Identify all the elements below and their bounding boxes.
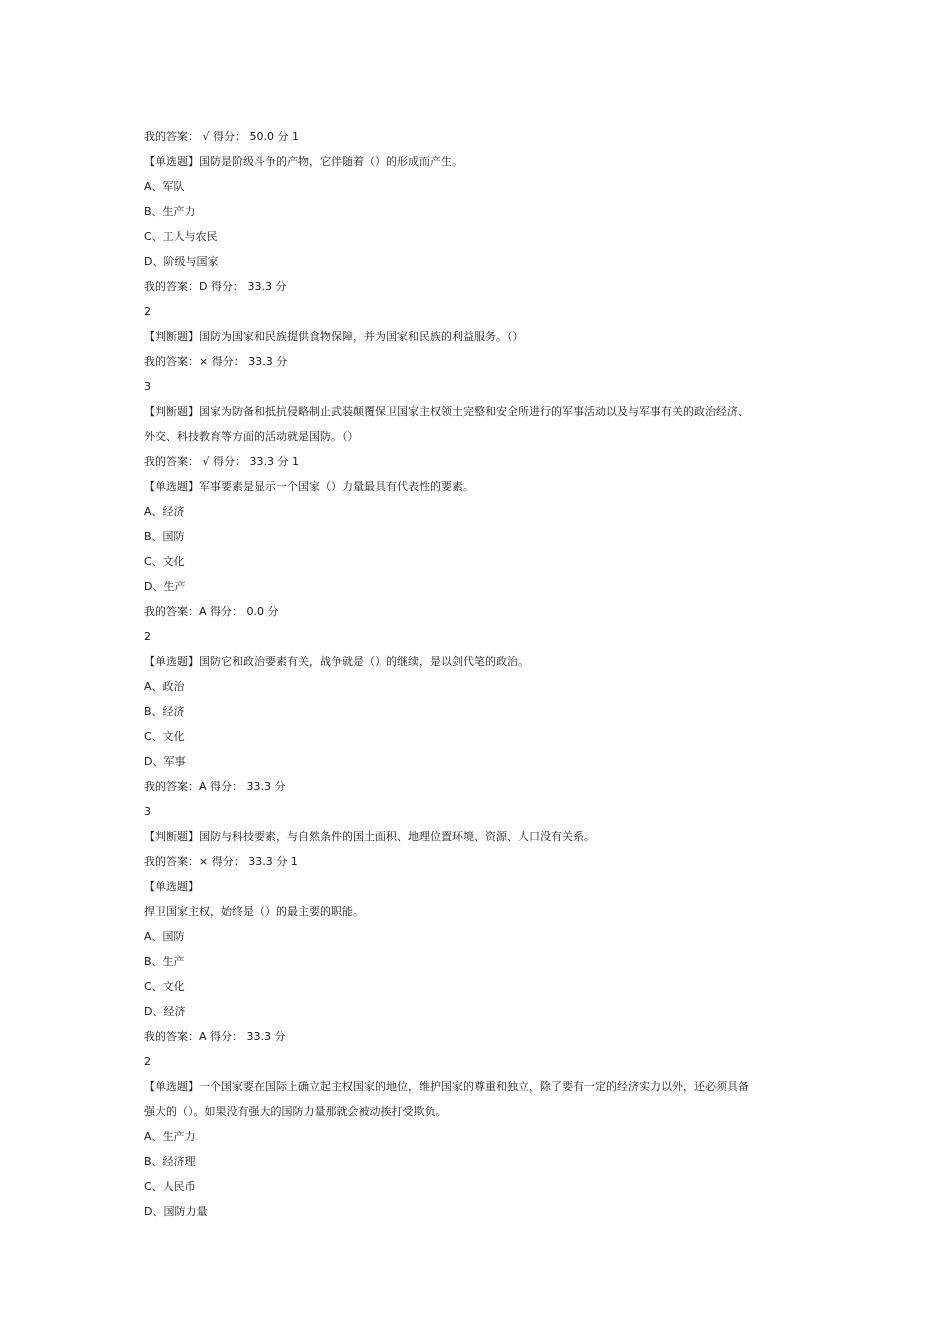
text-line: 2 (144, 630, 151, 643)
text-line: B、国防 (144, 530, 185, 543)
text-line: 外交、科技教育等方面的活动就是国防。（） (144, 430, 359, 443)
text-line: 【单选题】 (144, 880, 199, 893)
text-line: B、经济 (144, 705, 185, 718)
text-line: C、人民币 (144, 1180, 196, 1193)
document-body (144, 124, 824, 1224)
text-line: A、政治 (144, 680, 185, 693)
text-line: 我的答案：D 得分： 33.3 分 (144, 280, 287, 293)
text-line: 3 (144, 805, 151, 818)
text-line: A、生产力 (144, 1130, 196, 1143)
text-line: 我的答案：× 得分： 33.3 分 1 (144, 855, 298, 868)
text-line: 【判断题】国家为防备和抵抗侵略制止武装颠覆保卫国家主权领土完整和安全所进行的军事活动以及与军事有关的政治经济、 (144, 405, 749, 418)
text-line: 我的答案：A 得分： 33.3 分 (144, 780, 286, 793)
text-line: D、经济 (144, 1005, 186, 1018)
text-line: 【单选题】军事要素是显示一个国家（）力量最具有代表性的要素。 (144, 480, 474, 493)
text-line: C、文化 (144, 555, 185, 568)
text-line: 2 (144, 305, 151, 318)
text-line: C、文化 (144, 980, 185, 993)
text-line: 2 (144, 1055, 151, 1068)
text-line: B、经济理 (144, 1155, 196, 1168)
text-line: 【单选题】国防它和政治要素有关，战争就是（）的继续，是以剑代笔的政治。 (144, 655, 529, 668)
text-line: A、军队 (144, 180, 185, 193)
text-line: A、经济 (144, 505, 185, 518)
text-line: B、生产力 (144, 205, 196, 218)
text-line: 我的答案：× 得分： 33.3 分 (144, 355, 288, 368)
text-line: 【单选题】国防是阶级斗争的产物，它伴随着（）的形成而产生。 (144, 155, 463, 168)
text-line: 我的答案：A 得分： 33.3 分 (144, 1030, 286, 1043)
text-line: A、国防 (144, 930, 185, 943)
text-line: 【判断题】国防为国家和民族提供食物保障，并为国家和民族的利益服务。（） (144, 330, 524, 343)
text-line: 我的答案： √ 得分： 50.0 分 1 (144, 130, 299, 143)
text-line: 【单选题】一个国家要在国际上确立起主权国家的地位，维护国家的尊重和独立，除了要有一定的经济实力以外，还必须具备 (144, 1080, 749, 1093)
text-line: C、文化 (144, 730, 185, 743)
text-line: 捍卫国家主权，始终是（）的最主要的职能。 (144, 905, 364, 918)
text-line: D、生产 (144, 580, 186, 593)
text-line: D、阶级与国家 (144, 255, 219, 268)
text-line: 【判断题】国防与科技要素，与自然条件的国土面积、地理位置环境、资源、人口没有关系。 (144, 830, 595, 843)
text-line: B、生产 (144, 955, 185, 968)
text-line: 强大的（）。如果没有强大的国防力量那就会被动挨打受欺负。 (144, 1105, 447, 1118)
text-line: C、工人与农民 (144, 230, 218, 243)
text-line: 我的答案：A 得分： 0.0 分 (144, 605, 279, 618)
text-line: 我的答案： √ 得分： 33.3 分 1 (144, 455, 299, 468)
text-line: D、军事 (144, 755, 186, 768)
text-line: 3 (144, 380, 151, 393)
text-line: D、国防力量 (144, 1205, 208, 1218)
